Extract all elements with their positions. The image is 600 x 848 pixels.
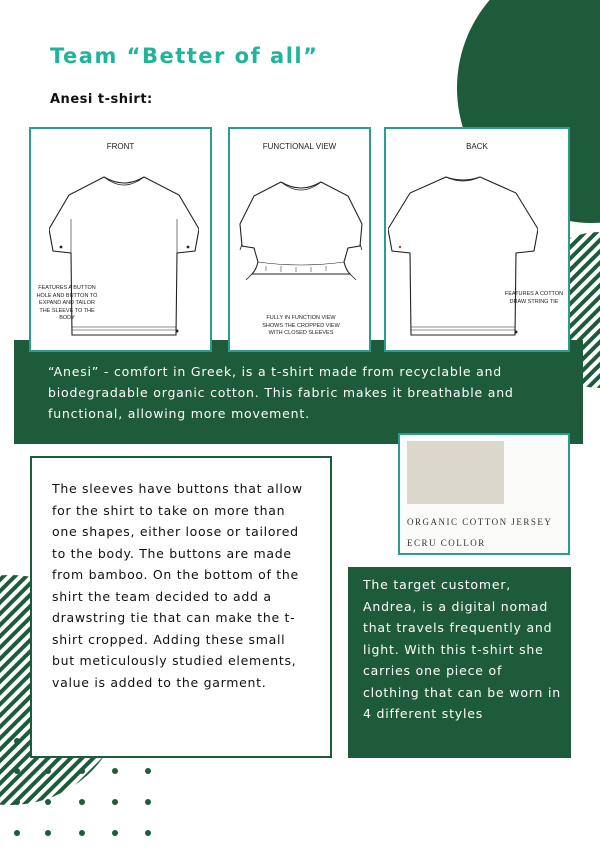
description-text: “Anesi” - comfort in Greek, is a t-shirt made from recyclable and biodegradable organic cotton. This fabric makes it breathable and functional, allowing more movement. [48, 364, 514, 421]
front-note: FEATURES A BUTTON HOLE AND BUTTON TO EXPAND AND TAILOR THE SLEEVE TO THE BODY [36, 285, 98, 321]
fabric-color: ECRU COLLOR [407, 538, 486, 548]
page-title: Team “Better of all” [50, 44, 319, 68]
functional-panel [228, 127, 371, 352]
details-text: The sleeves have buttons that allow for the shirt to take on more than one shapes, either loose or tailored to the body. The buttons are made from bamboo. On the bottom of the shirt the team decided to add a drawstring tie that can make the t-shirt cropped. Adding these small but meticulously studied elements, value is added to the garment. [52, 481, 303, 690]
back-panel [384, 127, 570, 352]
customer-box [348, 567, 571, 758]
back-label: BACK [466, 142, 488, 151]
back-note: FEATURES A COTTON DRAW STRING TIE [504, 291, 564, 305]
back-tshirt-illustration [388, 167, 538, 342]
functional-tshirt-illustration [236, 174, 366, 284]
functional-note: FULLY IN FUNCTION VIEW SHOWS THE CROPPED VIEW WITH CLOSED SLEEVES [262, 315, 340, 336]
functional-label: FUNCTIONAL VIEW [262, 142, 337, 151]
fabric-name: ORGANIC COTTON JERSEY [407, 517, 553, 527]
front-label: FRONT [106, 142, 135, 151]
front-panel [29, 127, 212, 352]
details-box [30, 456, 332, 758]
product-subtitle: Anesi t-shirt: [50, 92, 153, 107]
customer-text: The target customer, Andrea, is a digital nomad that travels frequently and light. With this t-shirt she carries one piece of clothing that can be worn in 4 different styles [363, 577, 561, 721]
fabric-swatch [407, 441, 504, 504]
